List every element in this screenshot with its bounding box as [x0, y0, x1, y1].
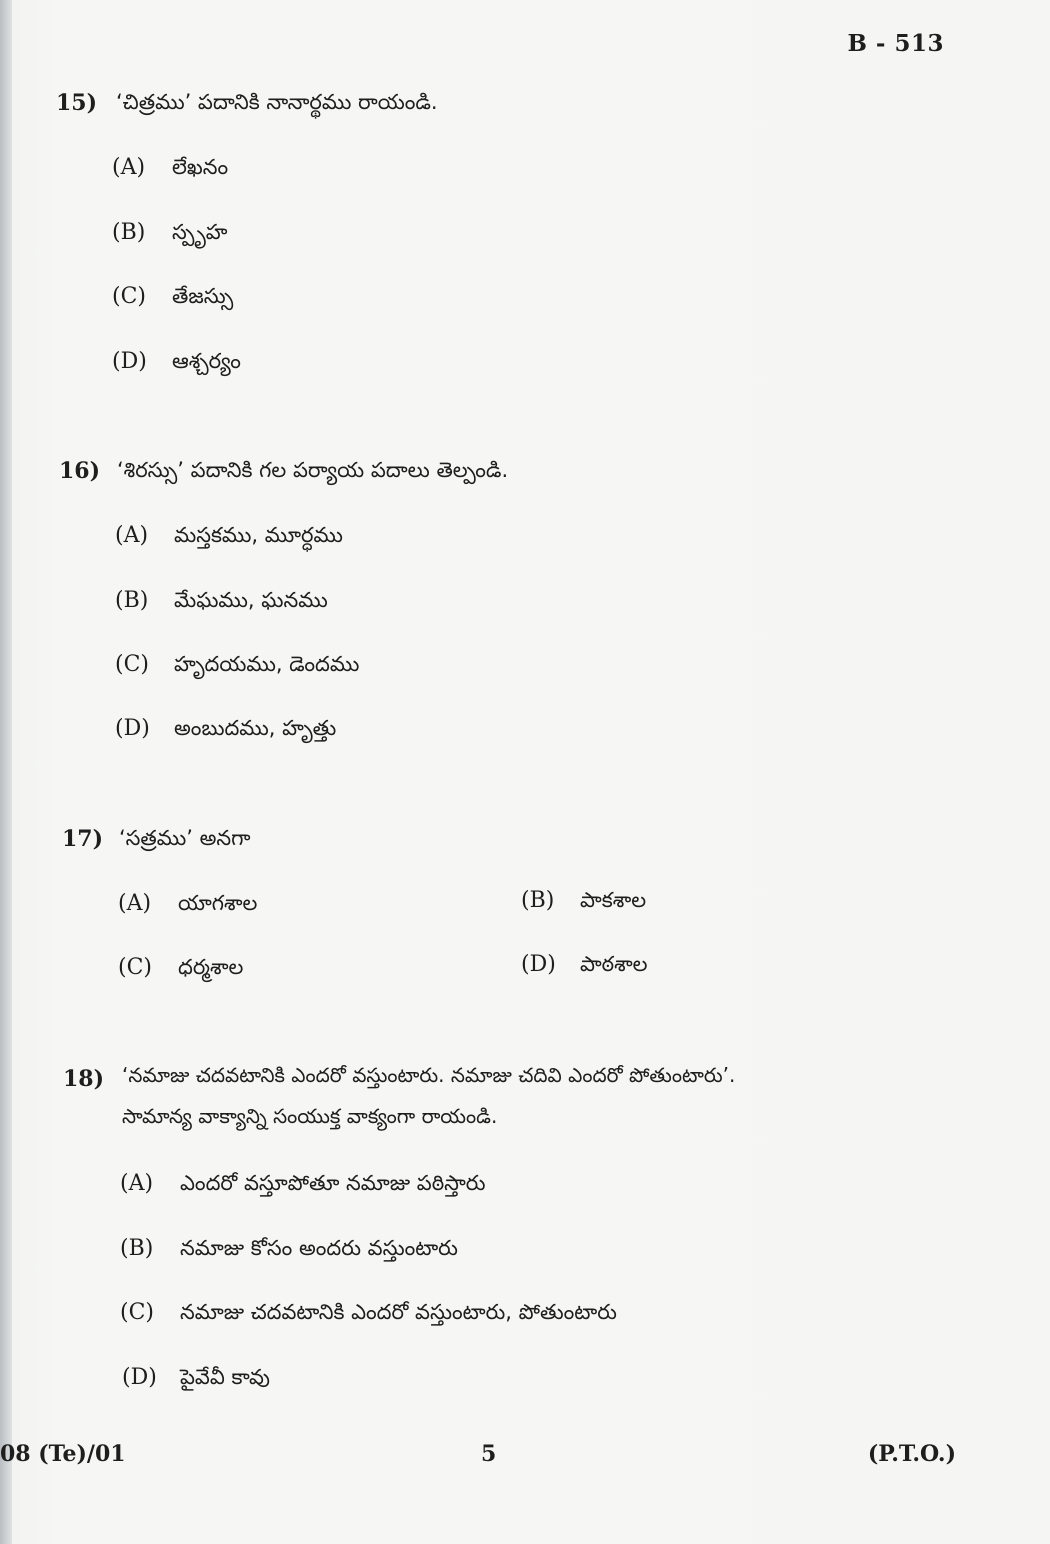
- option-letter-c: (C): [112, 284, 146, 309]
- option-letter-d: (D): [115, 716, 150, 741]
- option-text-b: స్పృహ: [172, 220, 228, 244]
- page-number: 5: [481, 1441, 497, 1467]
- option-letter-d: (D): [112, 349, 147, 374]
- option-text-d: పాఠశాల: [580, 952, 648, 976]
- question-text: ‘చిత్రము’ పదానికి నానార్థము రాయండి.: [116, 90, 438, 114]
- option-text-b: పాకశాల: [580, 888, 647, 912]
- option-text-c: నమాజు చదవటానికి ఎందరో వస్తుంటారు, పోతుంటారు: [180, 1300, 617, 1324]
- option-letter-d: (D): [521, 952, 556, 977]
- option-text-d: పైవేవీ కావు: [180, 1365, 270, 1389]
- option-letter-a: (A): [112, 155, 146, 180]
- option-letter-b: (B): [112, 220, 146, 245]
- question-number: 16): [59, 458, 101, 484]
- option-letter-b: (B): [521, 888, 555, 913]
- question-text: ‘శిరస్సు’ పదానికి గల పర్యాయ పదాలు తెల్పండి.: [117, 458, 509, 482]
- option-letter-b: (B): [120, 1236, 154, 1261]
- option-letter-b: (B): [115, 588, 149, 613]
- page-spine-shadow: [0, 0, 12, 1544]
- option-text-d: ఆశ్చర్యం: [172, 349, 241, 373]
- option-text-a: ఎందరో వస్తూపోతూ నమాజు పఠిస్తారు: [180, 1171, 486, 1195]
- option-text-b: మేఘము, ఘనము: [174, 588, 328, 612]
- question-text-line-1: ‘నమాజు చదవటానికి ఎందరో వస్తుంటారు. నమాజు చదివి ఎందరో పోతుంటారు’.: [122, 1063, 736, 1087]
- option-text-d: అంబుదము, హృత్తు: [174, 716, 337, 740]
- option-text-a: లేఖనం: [172, 155, 229, 179]
- question-text: ‘సత్రము’ అనగా: [119, 826, 251, 850]
- footer-paper-id: 08 (Te)/01: [0, 1441, 126, 1467]
- option-letter-c: (C): [120, 1300, 154, 1325]
- question-number: 17): [62, 826, 104, 852]
- question-number: 18): [63, 1066, 105, 1092]
- option-text-a: యాగశాల: [178, 891, 258, 915]
- option-letter-a: (A): [118, 891, 152, 916]
- option-text-b: నమాజు కోసం అందరు వస్తుంటారు: [180, 1236, 458, 1260]
- option-letter-d: (D): [122, 1365, 157, 1390]
- option-letter-a: (A): [120, 1171, 154, 1196]
- option-letter-a: (A): [115, 523, 149, 548]
- option-text-a: మస్తకము, మూర్ధము: [174, 523, 343, 547]
- option-letter-c: (C): [115, 652, 149, 677]
- option-text-c: ధర్మశాల: [178, 955, 244, 979]
- please-turn-over-label: (P.T.O.): [867, 1441, 956, 1467]
- question-text-line-2: సామాన్య వాక్యాన్ని సంయుక్త వాక్యంగా రాయండి.: [122, 1104, 498, 1128]
- option-text-c: హృదయము, డెందము: [174, 652, 360, 676]
- paper-code: B - 513: [847, 30, 944, 57]
- question-number: 15): [56, 90, 98, 116]
- option-letter-c: (C): [118, 955, 152, 980]
- option-text-c: తేజస్సు: [172, 284, 234, 308]
